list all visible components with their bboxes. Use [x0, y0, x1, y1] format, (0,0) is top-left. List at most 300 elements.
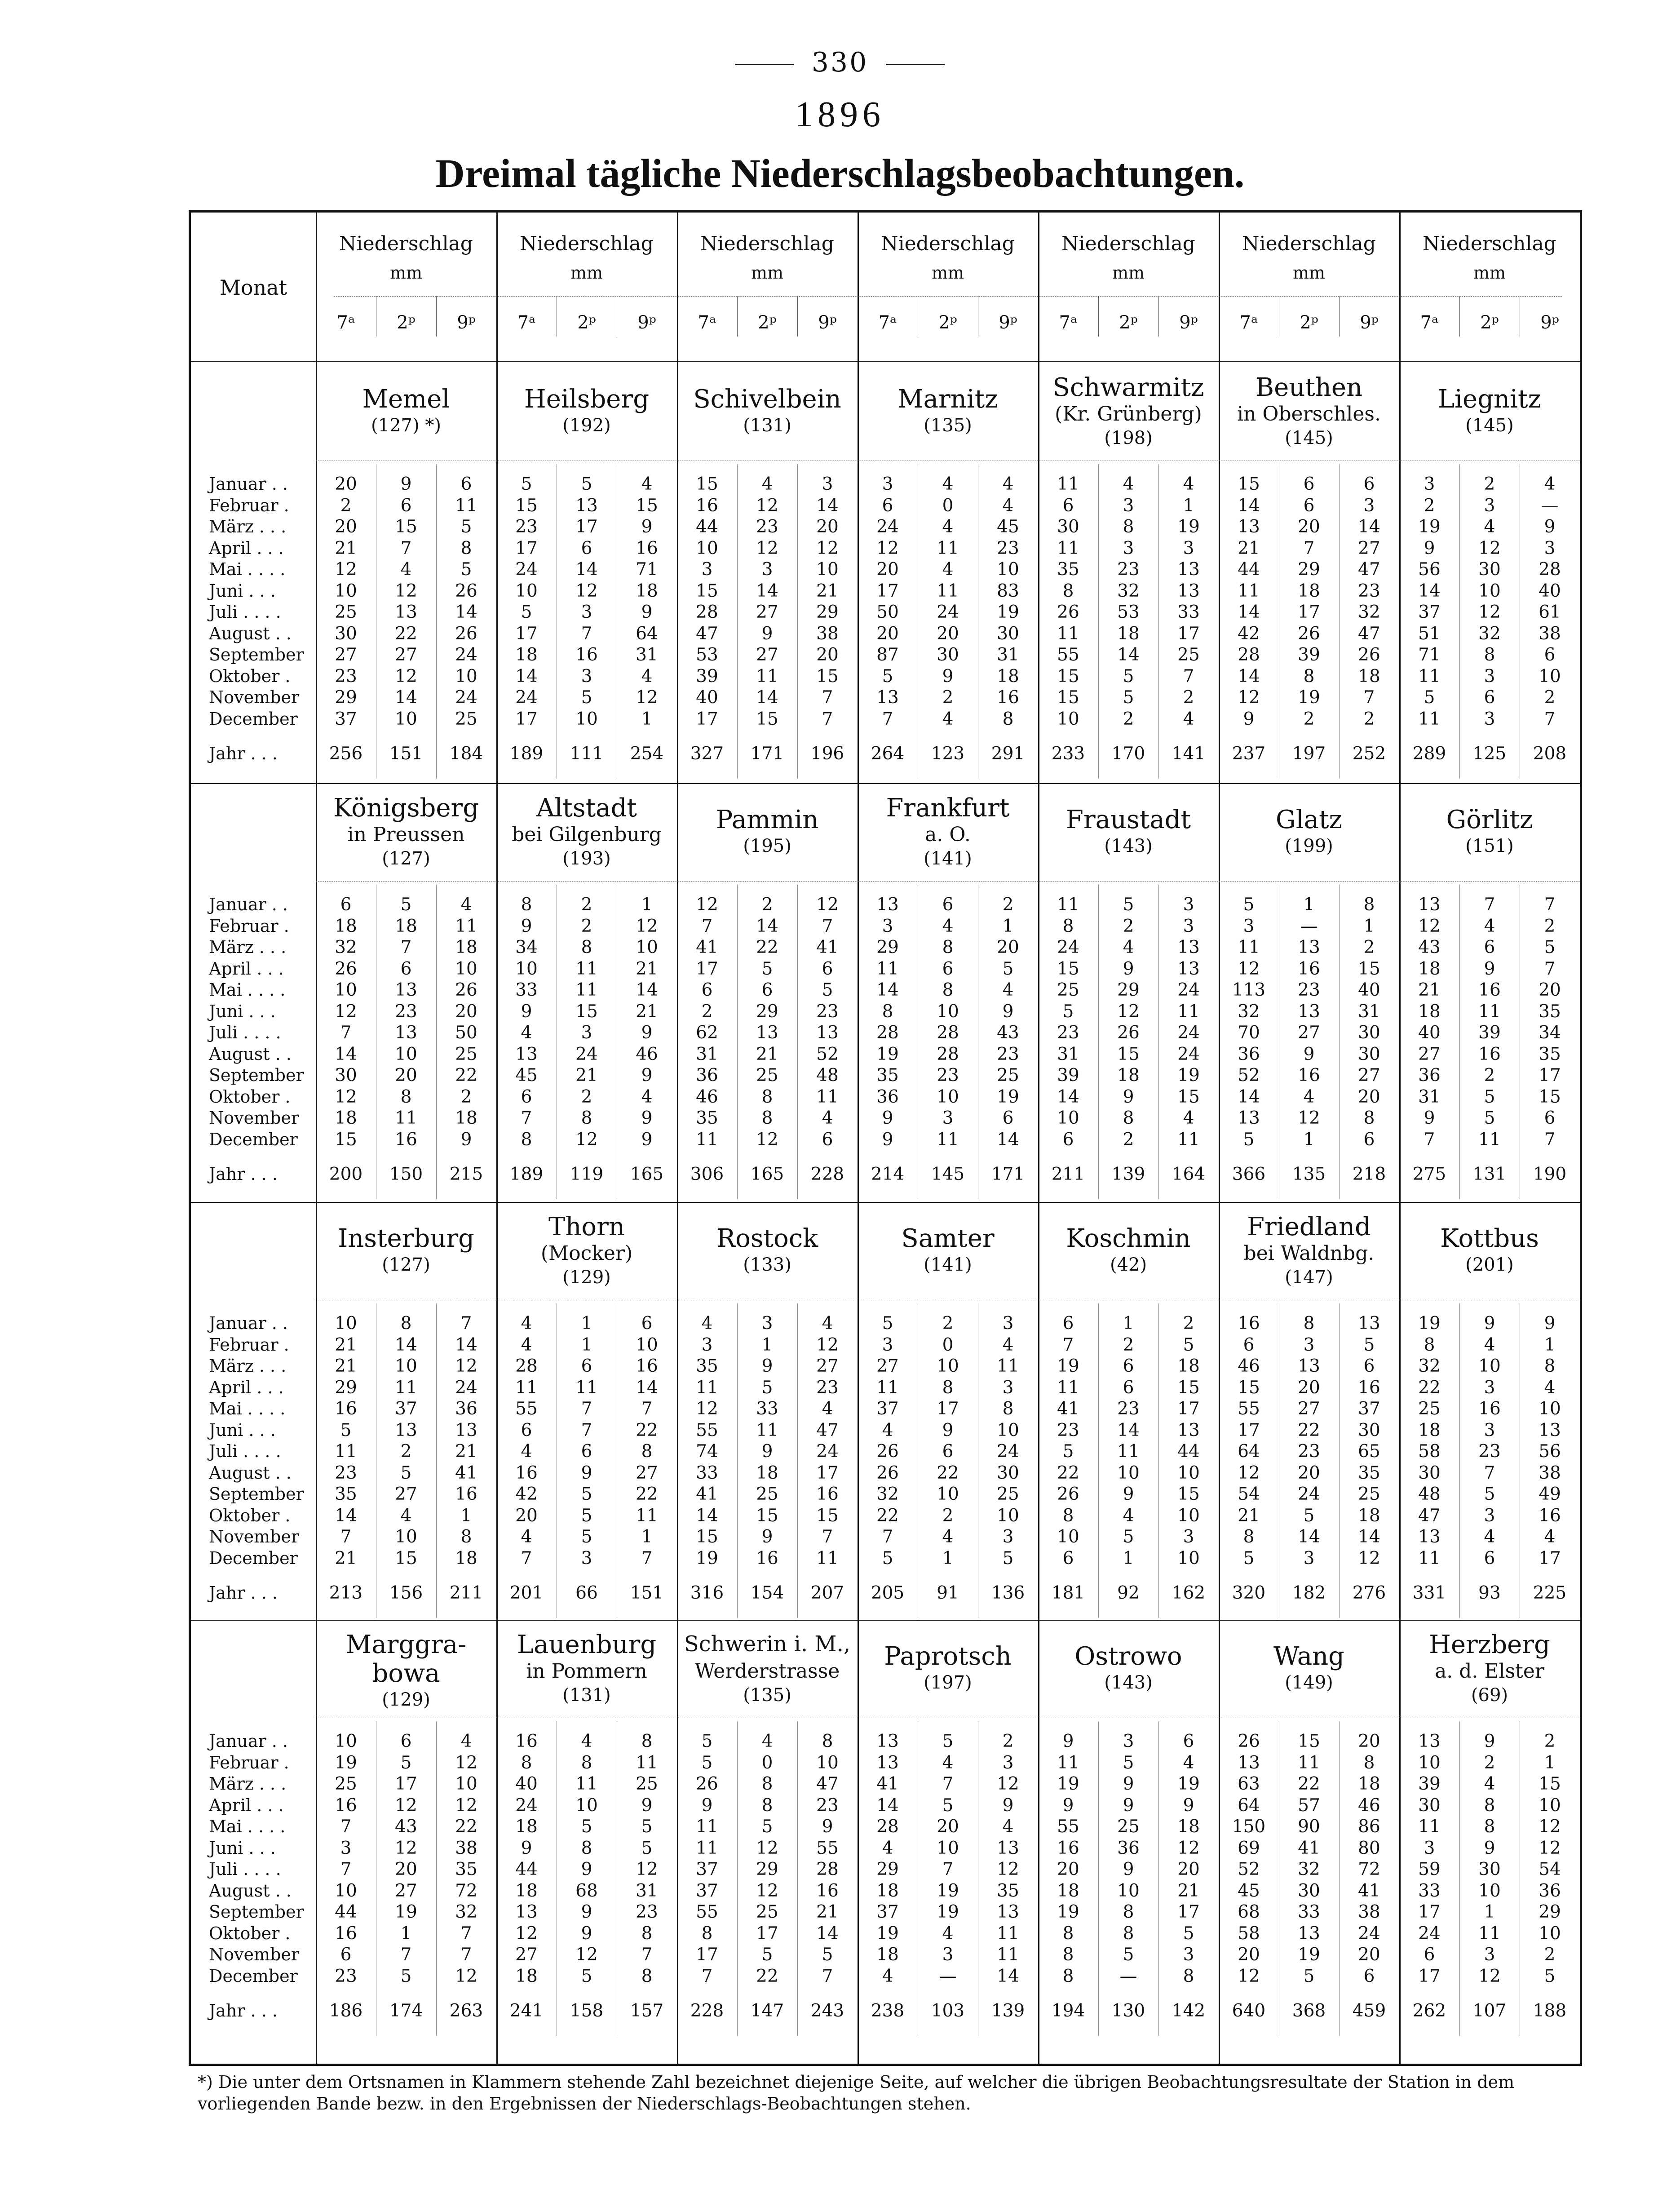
- precip-value: 4: [1002, 980, 1014, 1000]
- month-label: Juni . . .: [209, 1001, 276, 1021]
- precip-value: 23: [816, 1795, 839, 1816]
- precip-value: 6: [1484, 937, 1495, 957]
- precip-value: 71: [636, 559, 658, 580]
- precip-value: 9: [1123, 1859, 1134, 1879]
- precip-value: 3: [1002, 1527, 1014, 1547]
- precip-value: 14: [1298, 1527, 1320, 1547]
- station-page-ref: (135): [924, 415, 972, 436]
- precip-value: 5: [1183, 1334, 1194, 1355]
- year-total-value: 150: [389, 1164, 423, 1184]
- precip-value: 23: [395, 1001, 417, 1022]
- precip-value: 9: [641, 517, 653, 537]
- precip-value: 10: [1539, 1923, 1561, 1944]
- precip-value: 7: [1303, 538, 1315, 558]
- precip-value: 14: [1358, 1527, 1380, 1547]
- precip-value: 13: [1298, 1356, 1320, 1376]
- precip-value: 5: [1303, 1505, 1315, 1526]
- precip-value: 9: [521, 1001, 532, 1022]
- precip-value: 8: [1363, 1752, 1375, 1773]
- year-total-value: 141: [1172, 744, 1206, 764]
- precip-value: 24: [575, 1044, 598, 1064]
- station-page-ref: (129): [382, 1689, 430, 1710]
- precip-value: 8: [1123, 1902, 1134, 1922]
- precip-value: 72: [1358, 1859, 1380, 1879]
- month-label: April . . .: [209, 1795, 284, 1815]
- precip-value: 35: [1057, 559, 1079, 580]
- precip-value: 9: [1123, 1484, 1134, 1504]
- precip-value: 8: [1002, 1399, 1014, 1419]
- precip-value: 4: [641, 1086, 653, 1107]
- precip-value: 3: [1484, 666, 1495, 687]
- year-total-value: 208: [1533, 744, 1567, 764]
- precip-value: 8: [581, 937, 592, 957]
- precip-value: 10: [335, 980, 357, 1000]
- column-divider: [1399, 213, 1401, 2064]
- precip-value: 6: [882, 495, 893, 516]
- precip-value: 4: [701, 1313, 713, 1334]
- precip-value: 23: [1298, 980, 1320, 1000]
- precip-value: 33: [1177, 602, 1200, 622]
- precip-value: 26: [1298, 623, 1320, 644]
- precip-value: 18: [1418, 1001, 1441, 1022]
- precip-value: 20: [816, 645, 839, 665]
- precip-value: 5: [400, 895, 412, 915]
- time-header: 2ᵖ: [577, 312, 596, 333]
- precip-value: 28: [876, 1817, 899, 1837]
- precip-value: 11: [636, 1505, 658, 1526]
- precip-value: 5: [1363, 1334, 1375, 1355]
- precip-value: 4: [400, 559, 412, 580]
- precip-value: 8: [1363, 895, 1375, 915]
- month-label: September: [209, 1902, 304, 1922]
- precip-value: 28: [937, 1044, 959, 1064]
- precip-value: 22: [1298, 1420, 1320, 1440]
- precip-value: 3: [1002, 1752, 1014, 1773]
- month-label: März . . .: [209, 1774, 287, 1794]
- precip-value: 64: [636, 623, 658, 644]
- precip-value: 11: [937, 1129, 959, 1150]
- year-total-value: 142: [1172, 2001, 1206, 2021]
- precip-value: 19: [1057, 1356, 1079, 1376]
- precip-value: 23: [1358, 581, 1380, 601]
- precip-value: 2: [460, 1086, 472, 1107]
- precip-value: 10: [937, 1838, 959, 1858]
- precip-value: 5: [882, 666, 893, 687]
- precip-value: 59: [1418, 1859, 1441, 1879]
- precip-value: 14: [636, 980, 658, 1000]
- year-total-value: 125: [1472, 744, 1507, 764]
- data-subcolumn-divider: [1098, 1303, 1099, 1618]
- precip-value: 1: [641, 1527, 653, 1547]
- precip-value: 25: [756, 1065, 778, 1086]
- precip-value: 14: [395, 687, 417, 708]
- precip-value: 26: [1117, 1023, 1140, 1043]
- year-total-value: 164: [1172, 1164, 1206, 1184]
- unit-header: mm: [1112, 263, 1145, 283]
- precip-value: 26: [455, 980, 477, 1000]
- precip-value: 11: [575, 958, 598, 979]
- precip-value: 28: [1238, 645, 1260, 665]
- precip-value: 23: [1478, 1441, 1501, 1462]
- precip-value: 11: [1418, 1548, 1441, 1569]
- precip-value: 9: [641, 1108, 653, 1128]
- data-subcolumn-divider: [1459, 885, 1460, 1199]
- precip-value: 13: [1238, 1752, 1260, 1773]
- precip-value: 6: [822, 1129, 833, 1150]
- precip-value: 5: [1123, 666, 1134, 687]
- precip-value: 9: [641, 1129, 653, 1150]
- precip-value: 2: [1484, 1752, 1495, 1773]
- station-page-ref: (201): [1465, 1254, 1514, 1275]
- precip-value: 1: [641, 709, 653, 729]
- precip-value: 15: [1238, 1377, 1260, 1398]
- precip-value: 6: [521, 1420, 532, 1440]
- precip-value: 26: [696, 1774, 718, 1794]
- precip-value: 4: [521, 1023, 532, 1043]
- year-total-value: 151: [389, 744, 423, 764]
- precip-value: 8: [822, 1731, 833, 1751]
- precip-value: 12: [395, 1795, 417, 1816]
- precip-value: 25: [997, 1065, 1019, 1086]
- precip-value: 13: [395, 1420, 417, 1440]
- year-total-value: 188: [1533, 2001, 1567, 2021]
- precip-value: 15: [575, 1001, 598, 1022]
- time-header: 2ᵖ: [1300, 312, 1318, 333]
- precip-value: 12: [1539, 1817, 1561, 1837]
- year-total-value: 213: [329, 1583, 363, 1603]
- precip-value: 22: [455, 1817, 477, 1837]
- precip-value: 18: [636, 581, 658, 601]
- year-total-value: 331: [1412, 1583, 1446, 1603]
- precip-value: 3: [1484, 709, 1495, 729]
- time-header: 7ᵃ: [698, 312, 716, 333]
- time-header: 9ᵖ: [1540, 312, 1559, 333]
- precip-value: 6: [1062, 495, 1074, 516]
- month-label: Januar . .: [209, 474, 288, 494]
- year-total-value: 237: [1232, 744, 1266, 764]
- precip-value: 9: [581, 1462, 592, 1483]
- year-total-value: 254: [630, 744, 664, 764]
- year-total-value: 92: [1117, 1583, 1140, 1603]
- year-total-value: 136: [991, 1583, 1025, 1603]
- precip-value: 20: [1177, 1859, 1200, 1879]
- precip-value: 11: [696, 1129, 718, 1150]
- precip-value: 47: [696, 623, 718, 644]
- precip-value: 11: [756, 666, 778, 687]
- precip-value: 5: [882, 1313, 893, 1334]
- precip-value: 28: [515, 1356, 538, 1376]
- precip-value: 26: [876, 1462, 899, 1483]
- precip-value: 21: [575, 1065, 598, 1086]
- year-total-value: 139: [1111, 1164, 1145, 1184]
- precip-value: 17: [696, 1945, 718, 1965]
- year-total-value: 243: [810, 2001, 844, 2021]
- precip-value: 9: [942, 666, 954, 687]
- precip-value: 23: [816, 1377, 839, 1398]
- precip-value: 6: [1303, 495, 1315, 516]
- station-page-ref: (127): [382, 848, 430, 869]
- precip-value: 3: [882, 1334, 893, 1355]
- precip-value: 21: [335, 1334, 357, 1355]
- year-total-label: Jahr . . .: [209, 744, 278, 763]
- precip-value: 28: [696, 602, 718, 622]
- precip-value: 25: [756, 1902, 778, 1922]
- month-label: April . . .: [209, 538, 284, 558]
- precip-value: 11: [997, 1923, 1019, 1944]
- precip-value: 11: [1238, 937, 1260, 957]
- precip-value: 1: [1484, 1902, 1495, 1922]
- precip-value: 7: [1424, 1129, 1435, 1150]
- time-header: 9ᵖ: [457, 312, 476, 333]
- precip-value: 12: [575, 1945, 598, 1965]
- precip-value: 11: [1418, 666, 1441, 687]
- precip-value: 27: [1418, 1044, 1441, 1064]
- precip-value: 20: [997, 937, 1019, 957]
- column-divider: [858, 213, 859, 2064]
- year-total-value: 306: [690, 1164, 724, 1184]
- precip-value: 3: [1183, 1945, 1194, 1965]
- year-total-value: 289: [1412, 744, 1446, 764]
- precip-value: 6: [400, 958, 412, 979]
- month-label: Januar . .: [209, 895, 288, 914]
- precip-value: 36: [1238, 1044, 1260, 1064]
- precip-value: 6: [340, 1945, 352, 1965]
- station-page-ref: (141): [924, 1254, 972, 1275]
- month-label: Februar .: [209, 1752, 289, 1773]
- precip-value: 2: [581, 1086, 592, 1107]
- precip-value: 39: [1478, 1023, 1501, 1043]
- precip-value: 15: [395, 1548, 417, 1569]
- precip-value: 18: [1177, 1356, 1200, 1376]
- station-name: Marnitz: [897, 385, 998, 414]
- year-total-value: 368: [1292, 2001, 1326, 2021]
- monat-header: Monat: [219, 275, 287, 300]
- precip-value: 40: [1539, 581, 1561, 601]
- precip-value: 13: [876, 1731, 899, 1751]
- year-total-value: 154: [750, 1583, 784, 1603]
- precip-value: 37: [1418, 602, 1441, 622]
- precip-value: 43: [395, 1817, 417, 1837]
- precip-value: 24: [455, 1377, 477, 1398]
- precip-value: 32: [1238, 1001, 1260, 1022]
- precip-value: 14: [335, 1044, 357, 1064]
- precip-value: 20: [1238, 1945, 1260, 1965]
- year-total-value: 241: [509, 2001, 544, 2021]
- precip-value: 16: [1298, 958, 1320, 979]
- precip-value: 86: [1358, 1817, 1380, 1837]
- precip-value: 13: [1177, 937, 1200, 957]
- precip-value: 9: [942, 1420, 954, 1440]
- precip-value: 5: [822, 980, 833, 1000]
- precip-value: 5: [1062, 1441, 1074, 1462]
- precip-value: 55: [1057, 645, 1079, 665]
- precip-value: 12: [876, 538, 899, 558]
- precip-value: 11: [876, 1377, 899, 1398]
- precip-value: 5: [1424, 687, 1435, 708]
- precip-value: 5: [400, 1462, 412, 1483]
- precip-value: 11: [1057, 1377, 1079, 1398]
- precip-value: 8: [400, 1313, 412, 1334]
- precip-value: 8: [942, 980, 954, 1000]
- precip-value: 11: [816, 1086, 839, 1107]
- precip-value: 24: [1057, 937, 1079, 957]
- month-label: Januar . .: [209, 1731, 288, 1751]
- precip-value: 23: [1117, 1399, 1140, 1419]
- station-page-ref: (192): [562, 415, 611, 436]
- niederschlag-header: Niederschlag: [520, 232, 654, 255]
- precip-value: 40: [1358, 980, 1380, 1000]
- year-total-value: 107: [1472, 2001, 1507, 2021]
- precip-value: 30: [997, 1462, 1019, 1483]
- precip-value: 5: [1183, 1923, 1194, 1944]
- precip-value: 21: [756, 1044, 778, 1064]
- station-page-ref: (143): [1104, 1672, 1153, 1693]
- year-total-value: 156: [389, 1583, 423, 1603]
- precip-value: 22: [1418, 1377, 1441, 1398]
- precip-value: 19: [997, 602, 1019, 622]
- precip-value: 32: [335, 937, 357, 957]
- precip-value: 35: [696, 1108, 718, 1128]
- precip-value: 17: [515, 709, 538, 729]
- precip-value: 2: [1183, 687, 1194, 708]
- precip-value: 3: [1002, 1377, 1014, 1398]
- precip-value: 30: [1358, 1023, 1380, 1043]
- precip-value: 16: [335, 1795, 357, 1816]
- precip-value: 3: [1484, 495, 1495, 516]
- precip-value: 38: [455, 1838, 477, 1858]
- precip-value: 13: [1418, 1731, 1441, 1751]
- precip-value: 7: [340, 1527, 352, 1547]
- precip-value: 6: [1363, 1966, 1375, 1986]
- precip-value: 10: [997, 559, 1019, 580]
- precip-value: 6: [1303, 474, 1315, 494]
- precip-value: 35: [876, 1065, 899, 1086]
- precip-value: 11: [937, 581, 959, 601]
- data-subcolumn-divider: [737, 1721, 738, 2036]
- precip-value: 12: [395, 1838, 417, 1858]
- niederschlag-header: Niederschlag: [700, 232, 834, 255]
- station-page-ref: (145): [1465, 415, 1514, 436]
- precip-value: 4: [1544, 1377, 1556, 1398]
- precip-value: 11: [1057, 623, 1079, 644]
- station-page-ref: (133): [743, 1254, 791, 1275]
- precip-value: 7: [400, 538, 412, 558]
- precip-value: 9: [1002, 1795, 1014, 1816]
- precip-value: 4: [521, 1441, 532, 1462]
- precip-value: 0: [942, 1334, 954, 1355]
- precip-value: 16: [515, 1462, 538, 1483]
- precip-value: 5: [1303, 1966, 1315, 1986]
- year-total-value: 186: [329, 2001, 363, 2021]
- station-page-ref: (198): [1104, 428, 1153, 448]
- year-total-value: 205: [871, 1583, 905, 1603]
- precip-value: 27: [1358, 1065, 1380, 1086]
- precip-value: 21: [335, 1356, 357, 1376]
- month-label: Oktober .: [209, 1923, 291, 1943]
- station-name: Beuthen: [1255, 373, 1363, 402]
- unit-header: mm: [1473, 263, 1506, 283]
- precip-value: 9: [1484, 1838, 1495, 1858]
- precip-value: 7: [641, 1945, 653, 1965]
- precip-value: 34: [1539, 1023, 1561, 1043]
- precip-value: 7: [460, 1923, 472, 1944]
- month-label: August . .: [209, 1880, 292, 1901]
- precip-value: 50: [455, 1023, 477, 1043]
- precip-value: 25: [1418, 1399, 1441, 1419]
- station-page-ref: (197): [924, 1672, 972, 1693]
- precip-value: 10: [515, 958, 538, 979]
- precip-value: 15: [1057, 666, 1079, 687]
- year-total-value: 252: [1352, 744, 1386, 764]
- precip-value: 7: [822, 916, 833, 936]
- month-label: September: [209, 1065, 304, 1085]
- precip-value: —: [1300, 916, 1318, 936]
- precip-value: 10: [575, 1795, 598, 1816]
- niederschlag-header: Niederschlag: [1423, 232, 1556, 255]
- precip-value: 16: [515, 1731, 538, 1751]
- precip-value: 48: [1418, 1484, 1441, 1504]
- precip-value: 16: [1298, 1065, 1320, 1086]
- unit-header: mm: [751, 263, 784, 283]
- precip-value: 9: [641, 1795, 653, 1816]
- precip-value: 32: [455, 1902, 477, 1922]
- precip-value: 9: [1484, 958, 1495, 979]
- precip-value: 17: [1177, 1902, 1200, 1922]
- precip-value: 2: [1484, 1065, 1495, 1086]
- precip-value: 17: [696, 709, 718, 729]
- precip-value: 19: [1057, 1774, 1079, 1794]
- precip-value: 29: [876, 1859, 899, 1879]
- precip-value: 2: [1002, 1731, 1014, 1751]
- precip-value: 7: [641, 1399, 653, 1419]
- precip-value: 41: [1298, 1838, 1320, 1858]
- precip-value: 8: [581, 1838, 592, 1858]
- precip-value: 12: [997, 1774, 1019, 1794]
- year-total-label: Jahr . . .: [209, 1583, 278, 1603]
- station-subtitle: a. d. Elster: [1435, 1660, 1544, 1683]
- precip-value: 68: [575, 1880, 598, 1901]
- precip-value: 31: [997, 645, 1019, 665]
- precip-value: 18: [455, 1548, 477, 1569]
- data-subcolumn-divider: [1098, 464, 1099, 779]
- precip-value: 12: [455, 1752, 477, 1773]
- precip-value: 62: [696, 1023, 718, 1043]
- precip-value: 2: [1544, 687, 1556, 708]
- station-name: Fraustadt: [1065, 805, 1191, 834]
- precip-value: 39: [696, 666, 718, 687]
- precip-value: 13: [1298, 1001, 1320, 1022]
- precip-value: 13: [515, 1902, 538, 1922]
- precip-value: 26: [1057, 1484, 1079, 1504]
- precip-value: 4: [942, 1752, 954, 1773]
- precip-value: 19: [997, 1086, 1019, 1107]
- precip-value: 4: [942, 1527, 954, 1547]
- precip-value: 10: [455, 666, 477, 687]
- precip-value: 23: [335, 666, 357, 687]
- precip-value: 12: [816, 895, 839, 915]
- precip-value: 10: [455, 1774, 477, 1794]
- precip-value: 27: [816, 1356, 839, 1376]
- precip-value: 29: [876, 937, 899, 957]
- precip-value: 9: [641, 1023, 653, 1043]
- precip-value: 8: [1123, 1108, 1134, 1128]
- precip-value: 12: [1238, 1462, 1260, 1483]
- month-label: Februar .: [209, 495, 289, 515]
- precip-value: 6: [1002, 1108, 1014, 1128]
- precip-value: 4: [1484, 1527, 1495, 1547]
- precip-value: 24: [515, 687, 538, 708]
- precip-value: 7: [521, 1108, 532, 1128]
